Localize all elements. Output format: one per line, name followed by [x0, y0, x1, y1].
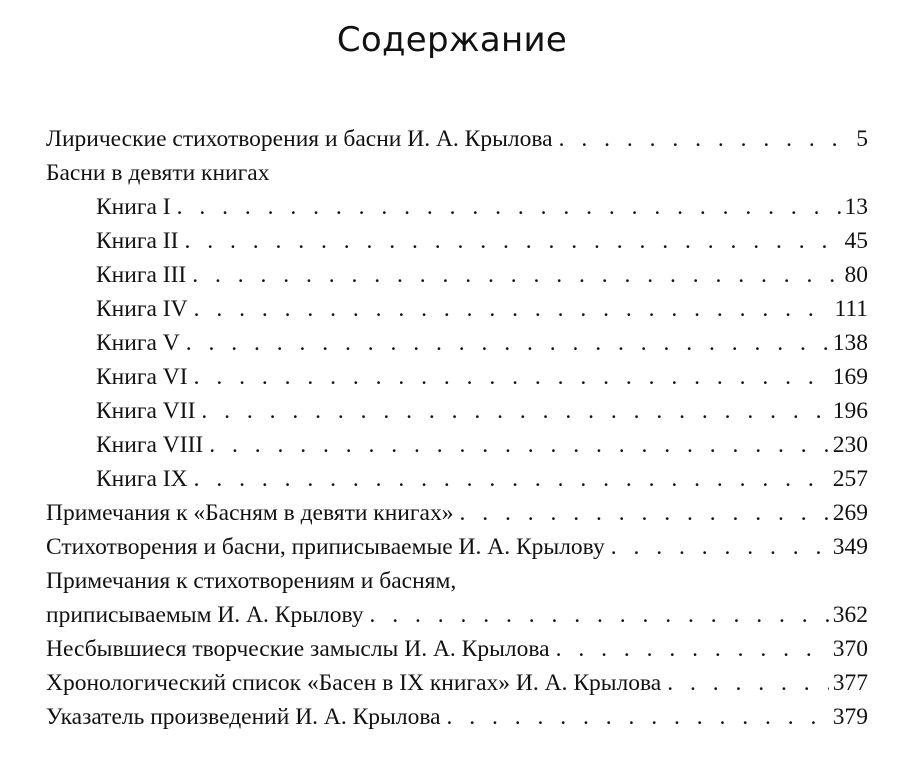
dot-leader [556, 632, 829, 666]
toc-page-number: 111 [834, 296, 868, 322]
toc-entry-title: Лирические стихотворения и басни И. А. Крылова [46, 126, 553, 152]
toc-page-number: 257 [832, 466, 868, 492]
toc-page-number: 13 [844, 194, 868, 220]
toc-entry-title: Книга I [96, 194, 171, 220]
toc-page-number: 196 [832, 398, 868, 424]
table-of-contents [46, 122, 868, 734]
dot-leader [177, 190, 841, 224]
toc-section-heading [46, 156, 868, 190]
toc-entry[interactable] [46, 258, 868, 292]
toc-page-number: 370 [832, 636, 868, 662]
toc-entry-title: Книга II [96, 228, 179, 254]
dot-leader [447, 700, 829, 734]
toc-entry[interactable] [46, 496, 868, 530]
toc-entry-title: Стихотворения и басни, приписываемые И. А. Крылову [46, 534, 605, 560]
toc-page-number: 169 [832, 364, 868, 390]
dot-leader [611, 530, 829, 564]
toc-page-number: 377 [832, 670, 868, 696]
dot-leader [459, 496, 828, 530]
toc-page-number: 45 [844, 228, 868, 254]
toc-entry-title: Книга VI [96, 364, 188, 390]
toc-entry-title: Примечания к «Басням в девяти книгах» [46, 500, 454, 526]
dot-leader [201, 394, 828, 428]
toc-page-number: 230 [832, 432, 868, 458]
toc-page-number: 5 [856, 126, 868, 152]
dot-leader [186, 326, 829, 360]
toc-page-number: 362 [832, 602, 868, 628]
dot-leader [184, 224, 840, 258]
toc-page-number: 138 [832, 330, 868, 356]
toc-entry-title: Книга VIII [96, 432, 204, 458]
toc-entry[interactable] [46, 428, 868, 462]
toc-page-number: 349 [832, 534, 868, 560]
toc-entry[interactable] [46, 598, 868, 632]
toc-entry-title: Басни в девяти книгах [46, 160, 270, 186]
toc-entry[interactable] [46, 394, 868, 428]
toc-entry[interactable] [46, 530, 868, 564]
toc-entry[interactable] [46, 700, 868, 734]
toc-entry[interactable] [46, 666, 868, 700]
toc-entry[interactable] [46, 292, 868, 326]
toc-entry-title: Книга IX [96, 466, 188, 492]
toc-entry-title: Несбывшиеся творческие замыслы И. А. Крылова [46, 636, 550, 662]
toc-entry[interactable] [46, 360, 868, 394]
toc-page-number: 379 [832, 704, 868, 730]
dot-leader [559, 122, 853, 156]
toc-entry[interactable] [46, 632, 868, 666]
dot-leader [209, 428, 829, 462]
toc-entry[interactable] [46, 122, 868, 156]
toc-entry-title: Книга IV [96, 296, 188, 322]
dot-leader [192, 258, 840, 292]
dot-leader [194, 360, 829, 394]
page-title: Содержание [336, 20, 568, 60]
toc-entry-continued [46, 564, 868, 598]
toc-entry[interactable] [46, 326, 868, 360]
dot-leader [667, 666, 829, 700]
toc-entry-title: Указатель произведений И. А. Крылова [46, 704, 441, 730]
toc-entry[interactable] [46, 224, 868, 258]
toc-page-number: 80 [844, 262, 868, 288]
toc-entry-title: приписываемым И. А. Крылову [46, 602, 364, 628]
toc-entry[interactable] [46, 462, 868, 496]
dot-leader [194, 292, 831, 326]
toc-entry-title: Книга V [96, 330, 180, 356]
dot-leader [370, 598, 829, 632]
toc-entry-title: Примечания к стихотворениям и басням, [46, 568, 457, 594]
dot-leader [194, 462, 829, 496]
toc-entry-title: Книга VII [96, 398, 196, 424]
toc-entry-title: Хронологический список «Басен в IX книгах» И. А. Крылова [46, 670, 662, 696]
toc-page-number: 269 [832, 500, 868, 526]
toc-entry-title: Книга III [96, 262, 187, 288]
toc-entry[interactable] [46, 190, 868, 224]
